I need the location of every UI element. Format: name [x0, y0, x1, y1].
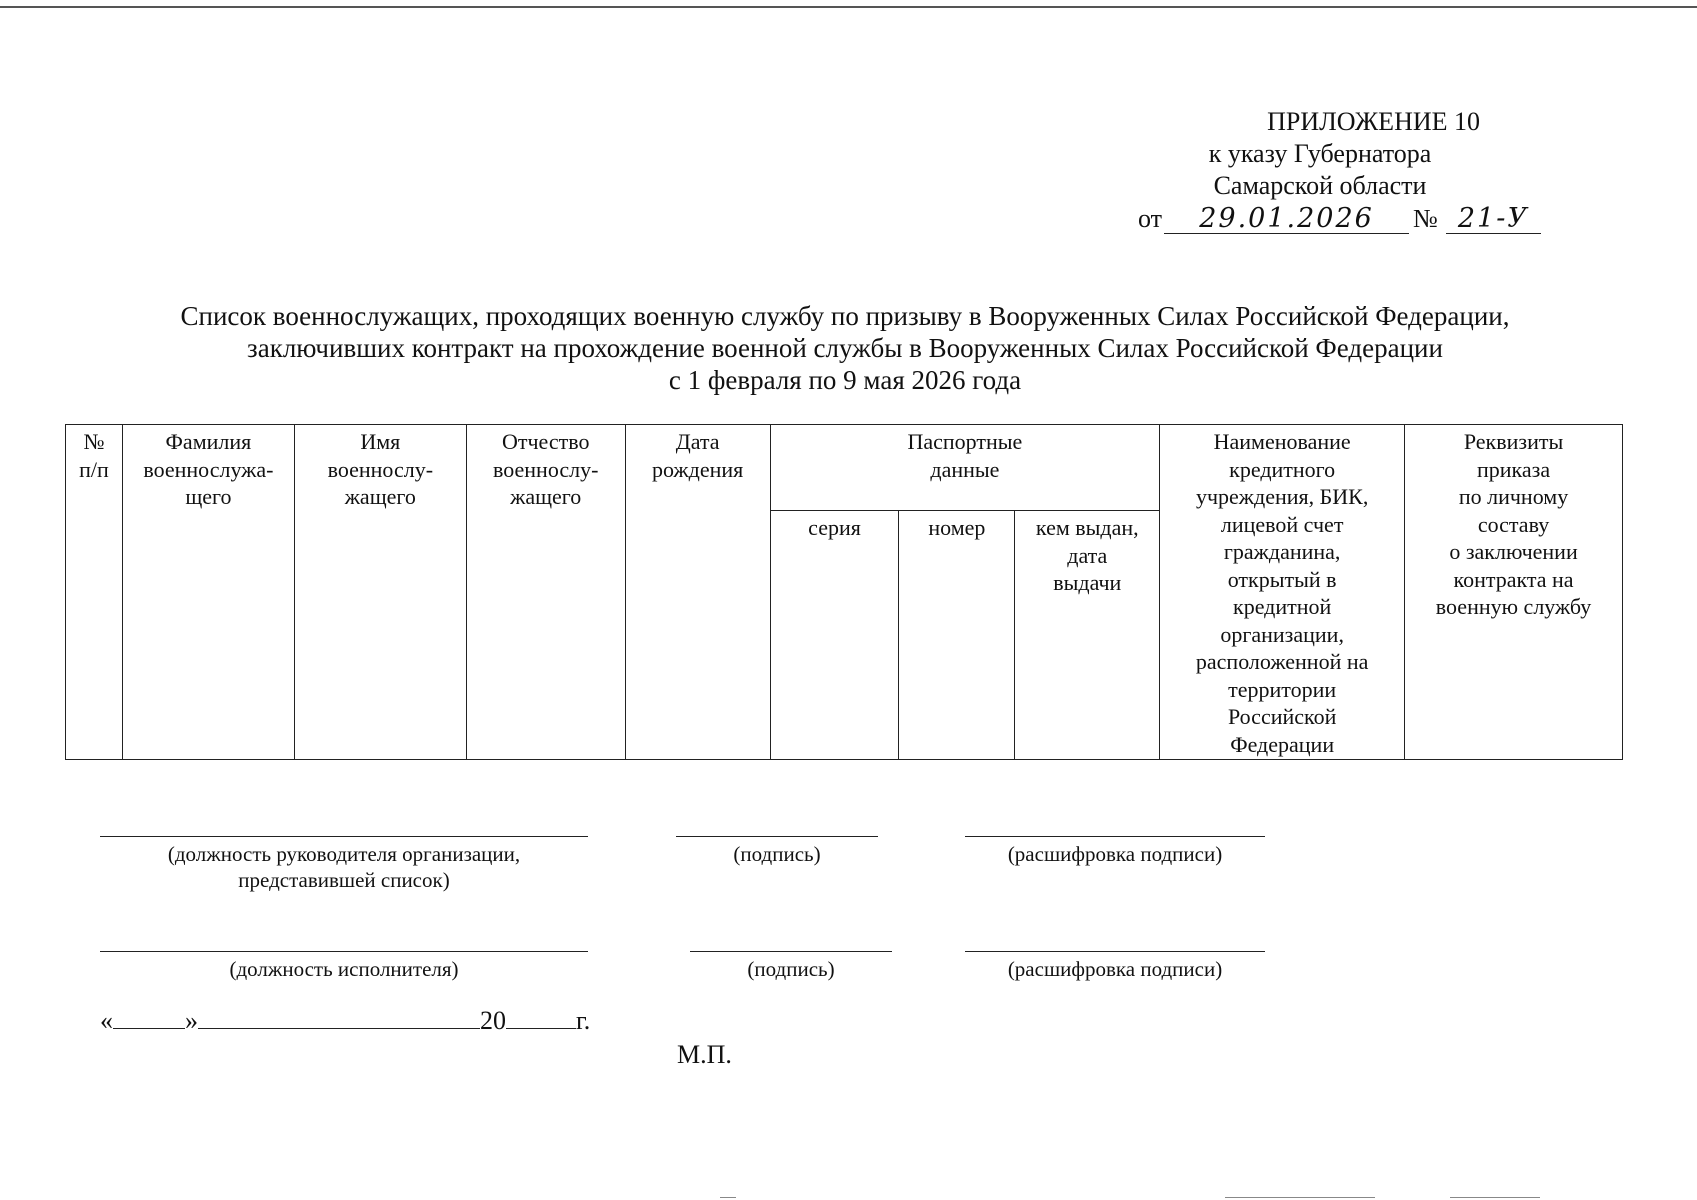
- header-patronymic: Отчество военнослу- жащего: [466, 425, 625, 760]
- header-number: № п/п: [66, 425, 123, 760]
- title-line-1: Список военнослужащих, проходящих военную службу по призыву в Вооруженных Силах Российской Федерации,: [180, 301, 1510, 331]
- header-passport-series: серия: [770, 511, 899, 760]
- executor-signature-field: (подпись): [690, 951, 892, 982]
- from-label: от: [1138, 204, 1163, 233]
- title-line-3: с 1 февраля по 9 мая 2026 года: [668, 365, 1022, 395]
- header-bank: Наименование кредитного учреждения, БИК, лицевой счет гражданина, открытый в кредитной организации, расположенной на территории Российской Федерации: [1160, 425, 1405, 760]
- scan-mark: [1450, 1197, 1540, 1198]
- document-date-line: « » 20 г.: [100, 1006, 591, 1035]
- number-label: №: [1413, 204, 1438, 233]
- header-order: Реквизиты приказа по личному составу о заключении контракта на военную службу: [1405, 425, 1623, 760]
- page-top-border: [0, 6, 1697, 8]
- head-signature-decode-field: (расшифровка подписи): [965, 836, 1265, 867]
- appendix-region-line: Самарской области: [1213, 171, 1427, 200]
- appendix-number: ПРИЛОЖЕНИЕ 10: [1267, 107, 1480, 136]
- title-line-2: заключивших контракт на прохождение военной службы в Вооруженных Силах Российской Федерации: [247, 333, 1443, 363]
- header-birth-date: Дата рождения: [625, 425, 770, 760]
- handwritten-date: 29.01.2026: [1164, 205, 1409, 234]
- head-signature-field: (подпись): [676, 836, 878, 867]
- scan-mark: [720, 1197, 736, 1198]
- decree-date-number: [1138, 204, 1541, 234]
- handwritten-number: 21-У: [1446, 205, 1541, 234]
- executor-position-field: (должность исполнителя): [100, 951, 588, 982]
- header-surname: Фамилия военнослужа- щего: [122, 425, 294, 760]
- document-title: [80, 300, 1610, 396]
- appendix-decree-line: к указу Губернатора: [1208, 139, 1432, 168]
- header-passport: Паспортные данные: [770, 425, 1160, 511]
- stamp-place: М.П.: [677, 1040, 732, 1069]
- header-first-name: Имя военнослу- жащего: [294, 425, 466, 760]
- header-passport-number: номер: [899, 511, 1015, 760]
- executor-signature-decode-field: (расшифровка подписи): [965, 951, 1265, 982]
- servicemen-table: [65, 424, 1623, 760]
- scan-mark: [1225, 1197, 1375, 1198]
- header-passport-issued: кем выдан, дата выдачи: [1015, 511, 1160, 760]
- appendix-block: [1090, 106, 1550, 202]
- head-position-field: (должность руководителя организации, представившей список): [100, 836, 588, 893]
